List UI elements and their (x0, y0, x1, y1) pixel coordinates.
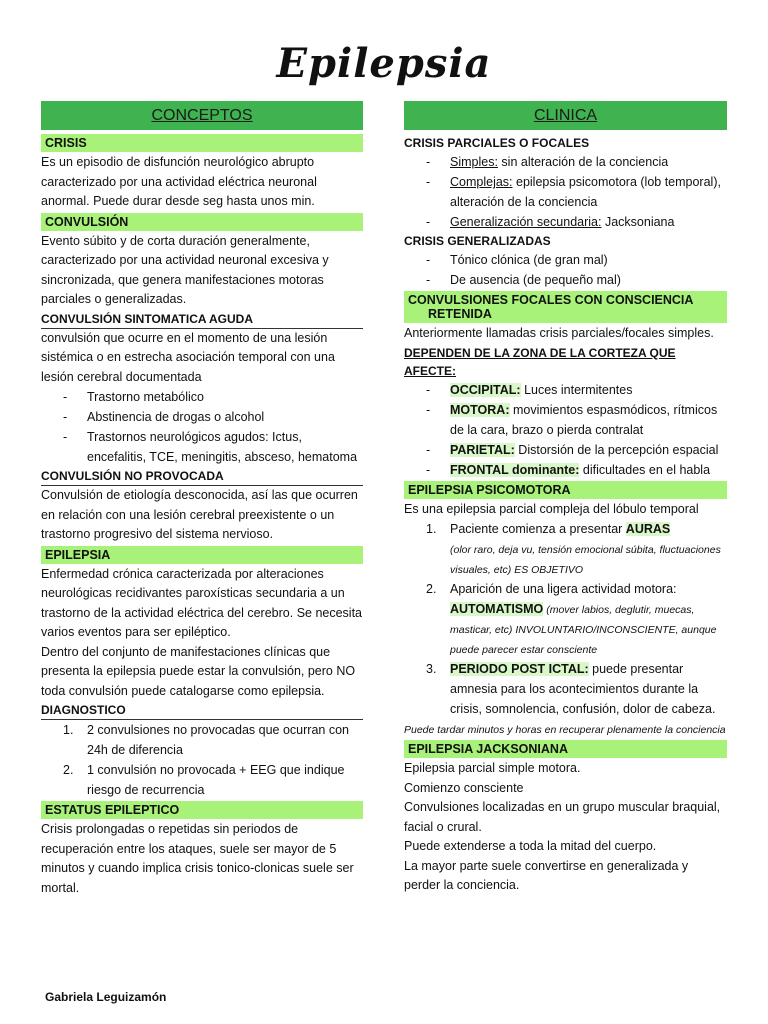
list-item: 1. Paciente comienza a presentar AURAS (olor raro, deja vu, tensión emocional súbita, fluctuaciones visuales, etc) ES OBJETIVO (426, 522, 721, 576)
diagnostico-heading: DIAGNOSTICO (41, 701, 363, 720)
crisis-text: Es un episodio de disfunción neurológico abrupto caracterizado por una actividad eléctrica neuronal anormal. Puede durar desde seg hasta unos min. (41, 155, 317, 208)
sintomatica-heading: CONVULSIÓN SINTOMATICA AGUDA (41, 310, 363, 329)
list-item: - De ausencia (de pequeño mal) (426, 270, 727, 290)
jacksoniana-line: Puede extenderse a toda la mitad del cuerpo. (404, 839, 657, 853)
epilepsia-text-2: Dentro del conjunto de manifestaciones clínicas que presenta la epilepsia puede estar la convulsión, pero NO toda convulsión puede catalogarse como epilepsia. (41, 644, 356, 698)
list-item: 1. 2 convulsiones no provocadas que ocurran con 24h de diferencia (63, 723, 349, 757)
page-title: Epilepsia (276, 40, 492, 87)
list-item: 2. 1 convulsión no provocada + EEG que indique riesgo de recurrencia (63, 763, 345, 797)
focales-text: Anteriormente llamadas crisis parciales/focales simples. (404, 326, 714, 340)
jacksoniana-line: La mayor parte suele convertirse en generalizada y perder la conciencia. (404, 858, 689, 892)
list-item: 3. PERIODO POST ICTAL: puede presentar amnesia para los acontecimientos durante la crisis, somnolencia, confusión, dolor de cabeza. (426, 662, 716, 716)
convulsion-heading: CONVULSIÓN (41, 213, 363, 231)
psicomotora-note: Puede tardar minutos y horas en recuperar plenamente la conciencia (404, 724, 726, 736)
focales-subheading: DEPENDEN DE LA ZONA DE LA CORTEZA QUE AFECTE: (404, 345, 676, 378)
author-footer: Gabriela Leguizamón (45, 990, 167, 1004)
convulsion-text: Evento súbito y de corta duración generalmente, caracterizado por una actividad neuronal excesiva y sincronizada, que genera manifestaciones motoras parciales o generalizadas. (41, 233, 329, 306)
psicomotora-list (404, 519, 727, 719)
clinica-column (404, 101, 727, 896)
generalizadas-list (404, 250, 727, 290)
conceptos-header: CONCEPTOS (41, 101, 363, 130)
estatus-text: Crisis prolongadas o repetidas sin periodos de recuperación entre los ataques, suele ser mayor de 5 minutos y cuando implica crisis tonico-clonicas suele ser mortal. (41, 822, 354, 895)
list-item: - PARIETAL: Distorsión de la percepción espacial (426, 440, 727, 460)
jacksoniana-line: Comienzo consciente (404, 780, 524, 795)
jacksoniana-heading: EPILEPSIA JACKSONIANA (404, 740, 727, 758)
list-item: - Generalización secundaria: Jacksoniana (426, 212, 727, 232)
epilepsia-heading: EPILEPSIA (41, 546, 363, 564)
parciales-heading: CRISIS PARCIALES O FOCALES (404, 136, 590, 150)
list-item: - Complejas: epilepsia psicomotora (lob temporal), alteración de la conciencia (426, 172, 727, 212)
list-item: - OCCIPITAL: Luces intermitentes (426, 380, 727, 400)
sintomatica-text: convulsión que ocurre en el momento de una lesión sistémica o en estrecha asociación temporal con una lesión cerebral documentada (41, 330, 335, 384)
focales-list (404, 380, 727, 480)
no-provocada-heading: CONVULSIÓN NO PROVOCADA (41, 467, 363, 486)
list-item: - Trastornos neurológicos agudos: Ictus, encefalitis, TCE, meningitis, absceso, hematoma (63, 427, 363, 467)
conceptos-column (41, 101, 363, 898)
list-item: 2. Aparición de una ligera actividad motora: AUTOMATISMO (mover labios, deglutir, muecas, masticar, etc) INVOLUNTARIO/INCONSCIENTE, aunque puede parecer estar consciente (426, 582, 717, 656)
psicomotora-text: Es una epilepsia parcial compleja del lóbulo temporal (404, 501, 699, 516)
psicomotora-heading: EPILEPSIA PSICOMOTORA (404, 481, 727, 499)
jacksoniana-line: Convulsiones localizadas en un grupo muscular braquial, facial o crural. (404, 800, 721, 834)
list-item: - Abstinencia de drogas o alcohol (63, 407, 363, 427)
list-item: - FRONTAL dominante: dificultades en el habla (426, 460, 727, 480)
crisis-heading: CRISIS (41, 134, 363, 152)
sintomatica-list (41, 387, 363, 467)
list-item: - Simples: sin alteración de la conciencia (426, 152, 727, 172)
diagnostico-list (41, 720, 363, 800)
clinica-header: CLINICA (404, 101, 727, 130)
estatus-heading: ESTATUS EPILEPTICO (41, 801, 363, 819)
list-item: - Trastorno metabólico (63, 387, 363, 407)
parciales-list (404, 152, 727, 232)
list-item: - Tónico clónica (de gran mal) (426, 250, 727, 270)
focales-heading: CONVULSIONES FOCALES CON CONSCIENCIA RETENIDA (404, 291, 727, 323)
epilepsia-text: Enfermedad crónica caracterizada por alteraciones neurológicas recidivantes paroxísticas secundaria a un trastorno de la actividad eléctrica del cerebro. Se necesita varios eventos para ser epiléptico. (41, 566, 363, 639)
no-provocada-text: Convulsión de etiología desconocida, así las que ocurren en relación con una lesión cerebral preexistente o un trastorno progresivo del sistema nervioso. (41, 488, 358, 541)
generalizadas-heading: CRISIS GENERALIZADAS (404, 234, 551, 248)
jacksoniana-line: Epilepsia parcial simple motora. (404, 761, 581, 775)
list-item: - MOTORA: movimientos espasmódicos, rítmicos de la cara, brazo o pierda contralat (426, 400, 727, 440)
